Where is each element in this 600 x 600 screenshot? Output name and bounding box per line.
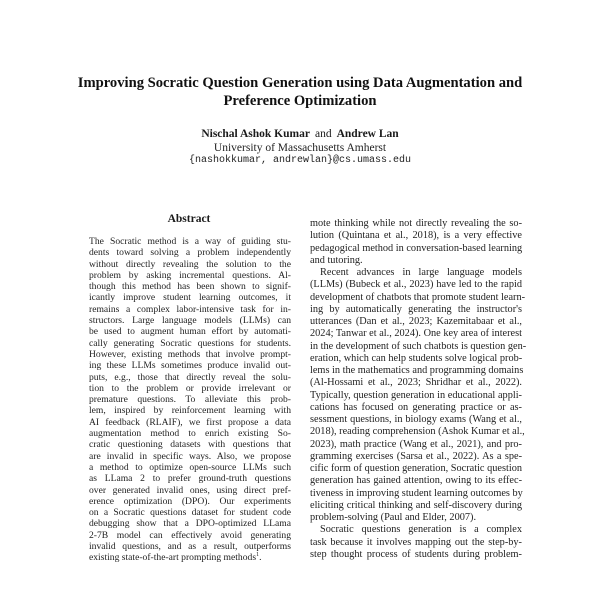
body-line: pedagogical method in conversation-based learning [310, 242, 523, 254]
abstract-line: icantly improve student learning outcomes, it [89, 292, 291, 304]
body-line: eration, which can help students solve logical prob- [310, 352, 523, 364]
abstract-line: without directly revealing the solution to the [89, 258, 291, 270]
abstract-line: erence optimization (DPO). Our experiments [89, 495, 291, 507]
abstract-line: structors. Large language models (LLMs) can [89, 315, 291, 327]
body-line: and tutoring. [310, 254, 363, 266]
body-line: gramming exercises (Sarsa et al., 2022). As a spe- [310, 450, 522, 462]
abstract-line: dents toward solving a problem independently [89, 247, 291, 259]
abstract-line: problem by asking incremental questions. Al- [89, 269, 291, 281]
title-line-2: Preference Optimization [223, 93, 377, 109]
footnote-marker[interactable]: 1 [256, 552, 260, 559]
abstract-line: lem, inspired by reinforcement learning with [89, 405, 291, 417]
abstract-line: tion to the problem or provide irrelevant or [89, 382, 291, 394]
body-line: 2018), reading comprehension (Ashok Kumar et al., [310, 426, 525, 438]
title-line-1: Improving Socratic Question Generation using Data Augmentation and [77, 75, 523, 91]
author-name: Andrew Lan [336, 128, 399, 140]
author-separator: and [314, 128, 332, 140]
body-line: problem-solving (Paul and Elder, 2007). [310, 512, 477, 523]
abstract-line: are invalid in specific ways. Also, we propose [89, 450, 291, 462]
body-line: Socratic questions generation is a complex [320, 524, 522, 536]
body-line: cific form of question generation, Socratic question [310, 463, 522, 474]
abstract-line: debugging show that a DPO-optimized LLama [89, 518, 291, 530]
abstract-line: on a Socratic questions dataset for student code [89, 507, 291, 519]
abstract-line: The Socratic method is a way of guiding stu- [89, 236, 291, 247]
abstract-line: remains a complex labor-intensive task for in- [89, 303, 291, 315]
abstract-line [89, 552, 291, 563]
body-line: tiveness in improving student learning outcomes by [310, 487, 523, 499]
abstract-last-line-end: . [259, 552, 262, 564]
abstract-line: cally generating Socratic questions for students. [89, 337, 291, 349]
body-line: ing by automatically generating the instructor's [310, 303, 522, 315]
body-line: in the development of such chatbots is question gen- [310, 340, 527, 352]
abstract-line: However, existing methods that involve prompt- [89, 348, 291, 360]
body-line: step thought process of students during problem- [310, 548, 522, 560]
abstract-line: AI feedback (RLAIF), we first propose a data [89, 416, 291, 428]
abstract-last-line-text: existing state-of-the-art prompting methods [89, 552, 257, 564]
body-line: mote thinking while not directly revealing the so- [310, 218, 522, 229]
author-name: Nischal Ashok Kumar [201, 128, 310, 140]
body-line: eliciting critical thinking and self-discovery during [310, 499, 522, 511]
abstract-body [89, 236, 291, 564]
abstract-heading: Abstract [167, 213, 211, 225]
abstract-line: though this method has been shown to signif- [89, 281, 291, 293]
author-email: {nashokkumar, andrewlan}@cs.umass.edu [188, 155, 412, 166]
body-line: 2023), math practice (Wang et al., 2021), and pro- [310, 438, 522, 450]
abstract-line: cratic questioning datasets with questions that [89, 439, 291, 451]
body-line: 2024; Tanwar et al., 2024). One key area of interest [310, 328, 522, 340]
affiliation: University of Massachusetts Amherst [213, 142, 387, 154]
intro-body-right-column [310, 218, 527, 561]
body-line: (Al-Hossami et al., 2023; Shridhar et al., 2022). [310, 377, 522, 389]
body-line: cations has focused on generating practice or as- [310, 401, 522, 413]
abstract-line: augmentation method to enrich existing So- [89, 428, 291, 440]
body-line: Recent advances in large language models [320, 267, 522, 278]
abstract-line: ing these LLMs sometimes produce invalid out- [89, 360, 291, 372]
body-line: Typically, question generation in educational appli- [310, 389, 522, 401]
abstract-line: over generated invalid ones, using direct pref- [89, 484, 291, 496]
abstract-line: be used to augment human effort by automati- [89, 326, 291, 338]
abstract-line: puts, e.g., those that directly reveal the solu- [89, 371, 291, 383]
abstract-line: a method to optimize open-source LLMs such [89, 461, 291, 473]
abstract-line: 2-7B model can effectively avoid generating [89, 529, 291, 541]
body-line: utterances (Dan et al., 2023; Kazemitabaar et al., [310, 316, 522, 327]
paper-title [60, 74, 540, 110]
abstract-line: invalid questions, and as a result, outperforms [89, 541, 291, 553]
author-list [60, 127, 540, 141]
body-line: lution (Quintana et al., 2018), is a very effective [310, 230, 522, 242]
body-line: generation has gained attention, owing to its effec- [310, 475, 522, 487]
body-line: sessment questions, in biology exams (Wang et al., [310, 414, 522, 425]
body-line: task because it involves mapping out the step-by- [310, 536, 522, 548]
abstract-line: premature questions. To alleviate this prob- [89, 394, 291, 406]
body-line: development of chatbots that promote student learn- [310, 291, 526, 303]
body-line: (LLMs) (Bubeck et al., 2023) have led to the rapid [310, 279, 522, 291]
abstract-line: as LLama 2 to prefer ground-truth questions [89, 473, 291, 485]
body-line: lems in the mathematics and programming domains [310, 365, 524, 376]
